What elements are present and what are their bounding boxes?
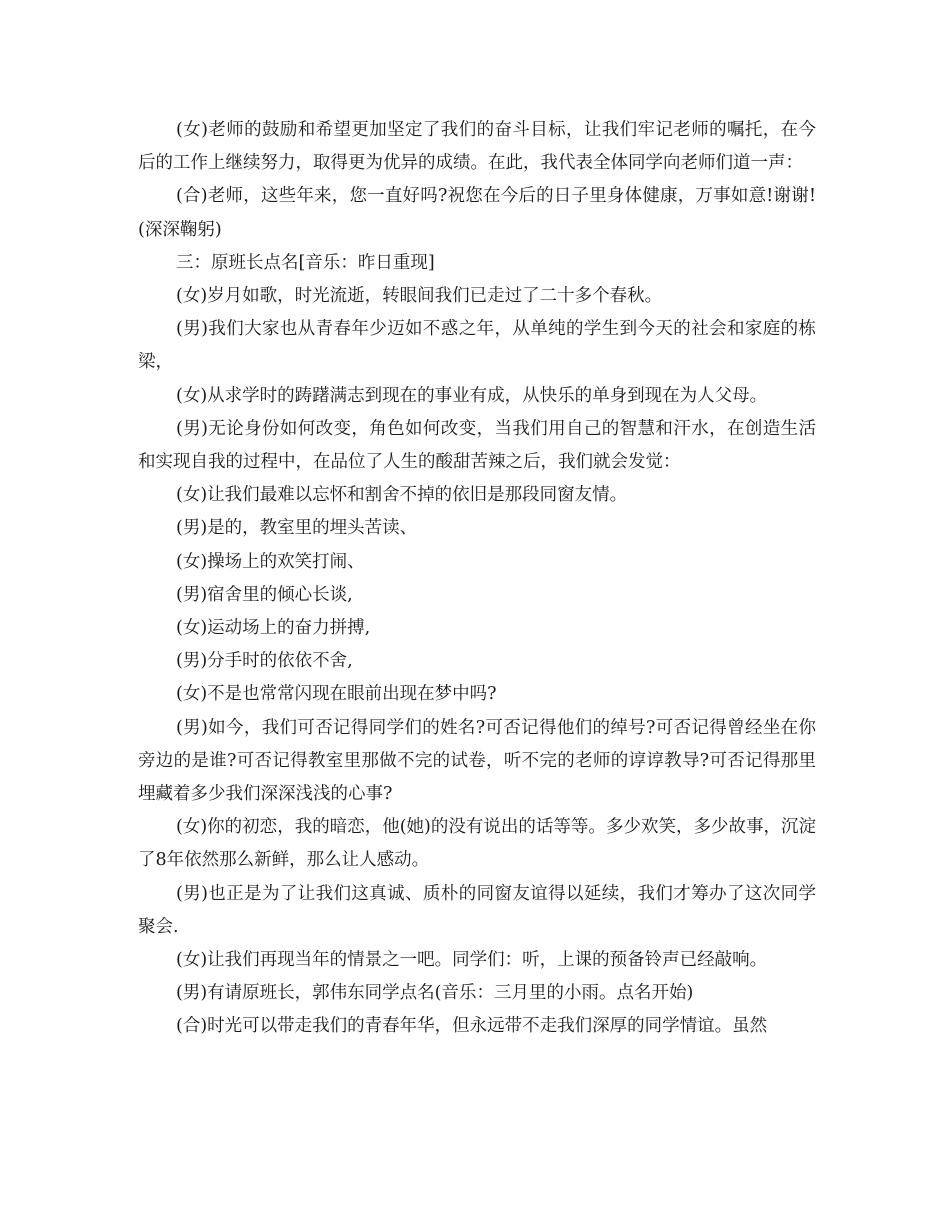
paragraph: (男)宿舍里的倾心长谈, [176,584,353,605]
paragraph: (女)老师的鼓励和希望更加坚定了我们的奋斗目标，让我们牢记老师的嘱托，在今后的工作上继续努力，取得更为优异的成绩。在此，我代表全体同学向老师们道一声： [138,120,816,174]
document-body [138,114,816,1044]
paragraph: (男)如今，我们可否记得同学们的姓名?可否记得他们的绰号?可否记得曾经坐在你旁边的是谁?可否记得教室里那做不完的试卷，听不完的老师的谆谆教导?可否记得那里埋藏着多少我们深深浅浅的心事? [138,717,816,805]
paragraph: (女)让我们最难以忘怀和割舍不掉的依旧是那段同窗友情。 [176,485,628,506]
paragraph: (女)从求学时的踌躇满志到现在的事业有成，从快乐的单身到现在为人父母。 [176,385,768,406]
paragraph: (女)操场上的欢笑打闹、 [176,551,365,572]
paragraph: (男)我们大家也从青春年少迈如不惑之年，从单纯的学生到今天的社会和家庭的栋梁， [138,319,816,373]
section-heading: 三：原班长点名[音乐：昨日重现] [176,252,435,273]
paragraph: (男)分手时的依依不舍, [176,651,353,672]
paragraph: (男)有请原班长，郭伟东同学点名(音乐：三月里的小雨。点名开始) [176,983,694,1004]
paragraph: (合)老师，这些年来，您一直好吗?祝您在今后的日子里身体健康，万事如意!谢谢!(深深鞠躬) [138,186,816,240]
paragraph: (女)岁月如歌，时光流逝，转眼间我们已走过了二十多个春秋。 [176,286,663,307]
paragraph: (男)是的，教室里的埋头苦读、 [176,518,418,539]
paragraph: (女)不是也常常闪现在眼前出现在梦中吗? [176,684,497,705]
paragraph: (女)让我们再现当年的情景之一吧。同学们：听，上课的预备铃声已经敲响。 [176,950,768,971]
paragraph: (女)你的初恋，我的暗恋，他(她)的没有说出的话等等。多少欢笑，多少故事，沉淀了8年依然那么新鲜，那么让人感动。 [138,817,816,871]
paragraph: (合)时光可以带走我们的青春年华，但永远带不走我们深厚的同学情谊。虽然 [176,1016,768,1037]
paragraph: (男)也正是为了让我们这真诚、质朴的同窗友谊得以延续，我们才筹办了这次同学聚会. [138,883,816,937]
paragraph: (男)无论身份如何改变，角色如何改变，当我们用自己的智慧和汗水，在创造生活和实现自我的过程中，在品位了人生的酸甜苦辣之后，我们就会发觉： [138,418,816,473]
paragraph: (女)运动场上的奋力拼搏, [176,618,371,639]
